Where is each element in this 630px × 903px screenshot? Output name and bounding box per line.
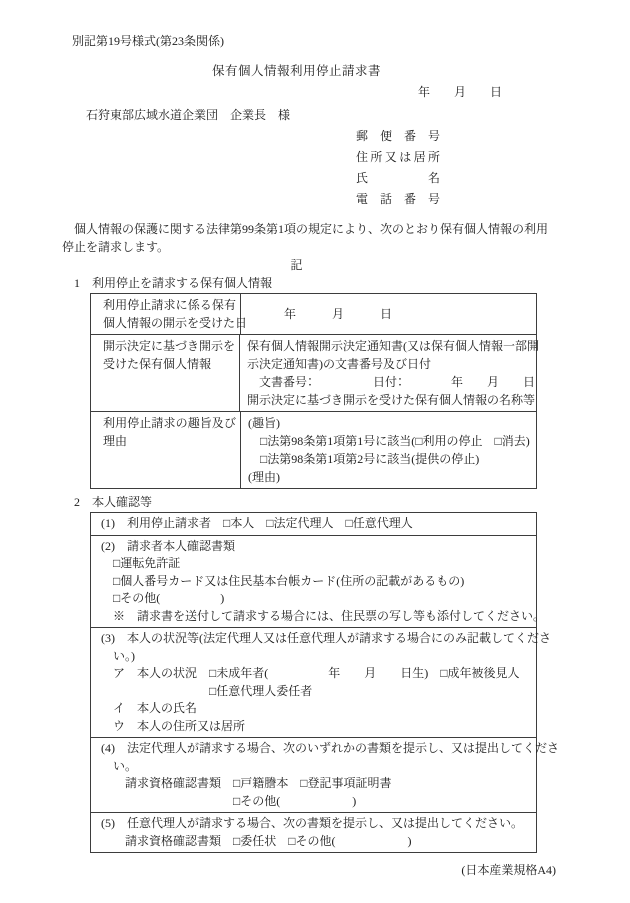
phone-label: 電話番号	[356, 192, 440, 206]
form-line: □任意代理人委任者	[101, 683, 313, 698]
row-label-cell	[91, 335, 240, 411]
section1-table	[90, 293, 540, 489]
form-line: ※ 請求書を送付して請求する場合には、住民票の写し等も添付してください。	[101, 608, 546, 623]
row-value-cell	[240, 335, 541, 411]
form-line: (3) 本人の状況等(法定代理人又は任意代理人が請求する場合にのみ記載してくださ	[101, 631, 551, 645]
addressee-line: 石狩東部広域水道企業団 企業長 様	[86, 108, 291, 122]
form-reference-number: 別記第19号様式(第23条関係)	[72, 34, 224, 48]
date-field: 年 月 日	[417, 85, 502, 99]
form-line: (2) 請求者本人確認書類	[101, 538, 235, 553]
value-line: 年 月 日	[248, 307, 393, 321]
value-line: □法第98条第1項第1号に該当(□利用の停止 □消去)	[248, 434, 530, 448]
form-line: 請求資格確認書類 □戸籍謄本 □登記事項証明書	[101, 776, 392, 790]
label-line: 個人情報の開示を受けた日	[103, 316, 248, 330]
value-line: 保有個人情報開示決定通知書(又は保有個人情報一部開	[247, 339, 540, 353]
form-line: □個人番号カード又は住民基本台帳カード(住所の記載があるもの)	[101, 573, 465, 588]
form-line: い。	[101, 758, 138, 773]
request-statement-line: 停止を請求します。	[62, 239, 170, 254]
form-line: イ 本人の氏名	[101, 701, 198, 715]
page-title: 保有個人情報利用停止請求書	[211, 64, 381, 78]
form-line: い。)	[101, 648, 135, 663]
section2-table	[90, 512, 559, 853]
label-line: 利用停止請求に係る保有	[103, 298, 236, 312]
row-label-cell	[91, 294, 248, 334]
table-row	[91, 411, 536, 488]
table-row	[91, 334, 540, 411]
form-line: ア 本人の状況 □未成年者( 年 月 日生) □成年被後見人	[101, 666, 520, 680]
table-row	[91, 812, 536, 852]
address-label: 住所又は居所	[356, 150, 440, 164]
value-line: (趣旨)	[248, 416, 280, 430]
value-line: 文書番号： 日付： 年 月 日	[247, 375, 536, 389]
request-statement-line: 個人情報の保護に関する法律第99条第1項の規定により、次のとおり保有個人情報の利用	[62, 222, 549, 236]
label-line: 受けた保有個人情報	[103, 357, 212, 371]
form-line: □その他( )	[101, 793, 357, 808]
row-label-cell	[91, 412, 241, 488]
paper-size-note: (日本産業規格A4)	[461, 863, 556, 877]
request-statement	[62, 221, 576, 256]
label-line: 開示決定に基づき開示を	[103, 339, 236, 353]
value-line: 示決定通知書)の文書番号及び日付	[247, 357, 432, 371]
form-line: □その他( )	[101, 591, 225, 605]
section1-heading: 1 利用停止を請求する保有個人情報	[74, 276, 273, 290]
table-row	[91, 294, 536, 334]
form-line: ウ 本人の住所又は居所	[101, 718, 246, 733]
table-row	[91, 627, 551, 737]
form-line: □運転免許証	[101, 556, 181, 570]
form-line: (5) 任意代理人が請求する場合、次の書類を提示し、又は提出してください。	[101, 816, 523, 830]
table-row	[91, 737, 559, 812]
value-line: (理由)	[248, 470, 280, 484]
name-label: 氏名	[356, 171, 440, 185]
table-row	[91, 513, 536, 535]
row-value-cell	[241, 294, 536, 334]
value-line: 開示決定に基づき開示を受けた保有個人情報の名称等	[247, 393, 536, 407]
row-value-cell	[241, 412, 536, 488]
sender-fields	[356, 126, 576, 210]
form-line: 請求資格確認書類 □委任状 □その他( )	[101, 833, 412, 848]
form-line: (1) 利用停止請求者 □本人 □法定代理人 □任意代理人	[101, 516, 413, 530]
section2-heading: 2 本人確認等	[74, 495, 153, 509]
label-line: 利用停止請求の趣旨及び	[103, 416, 236, 430]
table-row	[91, 535, 546, 628]
record-mark: 記	[290, 258, 303, 272]
label-line: 理由	[103, 434, 128, 448]
postal-code-label: 郵便番号	[356, 129, 440, 143]
value-line: □法第98条第1項第2号に該当(提供の停止)	[248, 452, 480, 466]
form-line: (4) 法定代理人が請求する場合、次のいずれかの書類を提示し、又は提出してくださ	[101, 741, 559, 755]
